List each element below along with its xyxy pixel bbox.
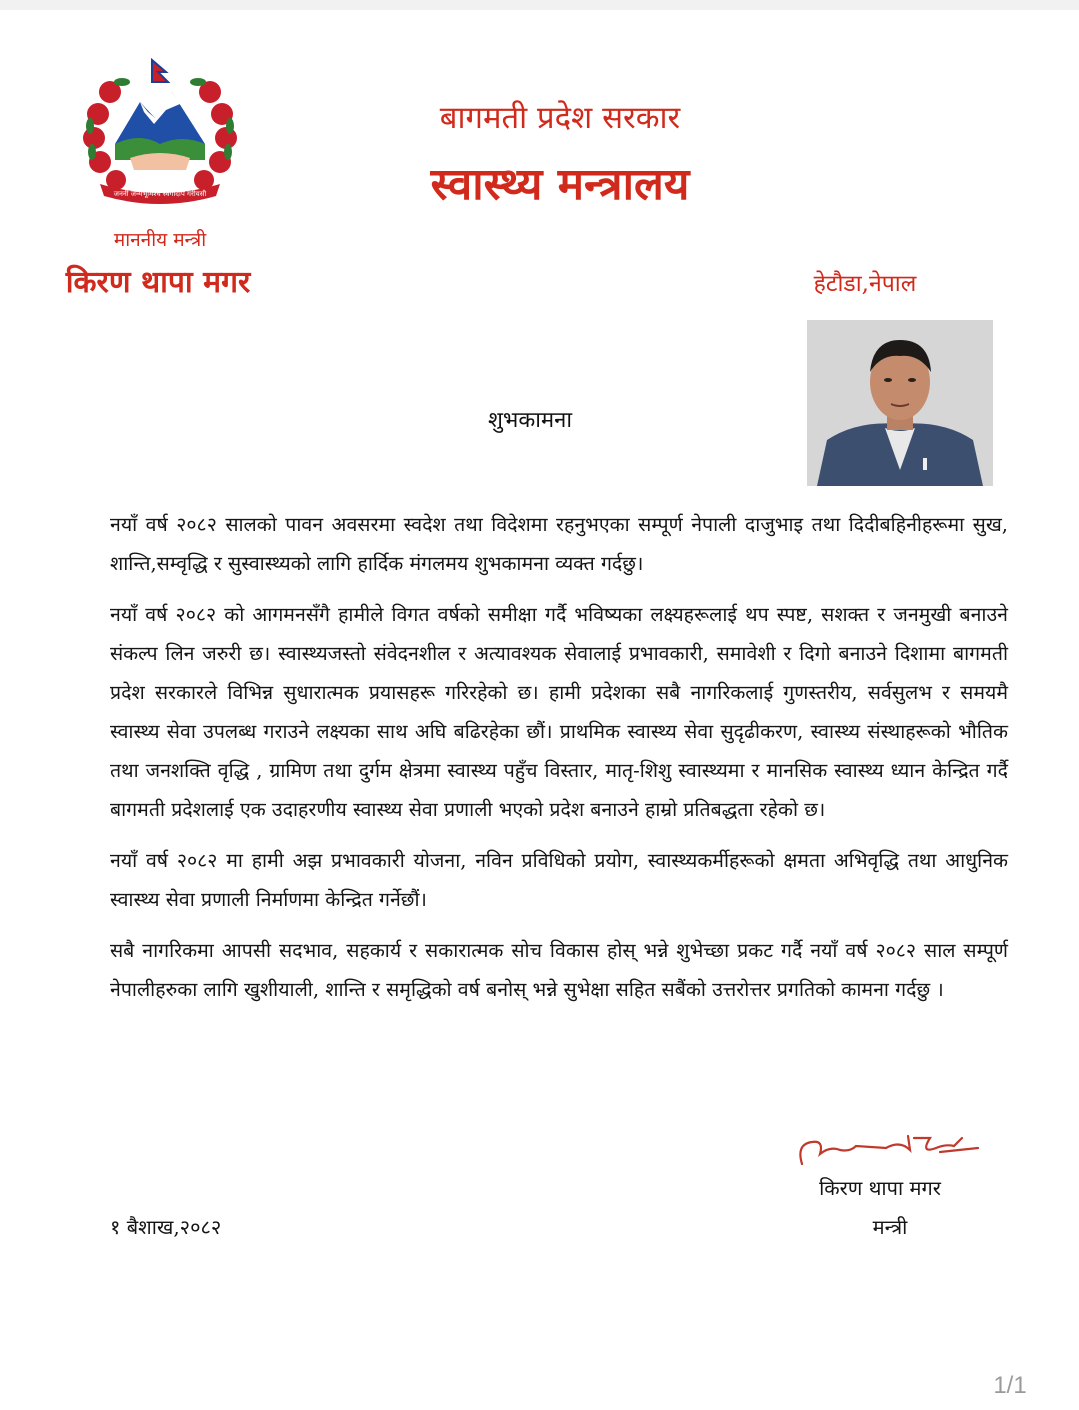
letter-body xyxy=(110,505,1008,1021)
nepal-emblem-icon xyxy=(70,52,250,212)
paragraph-4: सबै नागरिकमा आपसी सदभाव, सहकार्य र सकारात्मक सोच विकास होस् भन्ने शुभेच्छा प्रकट गर्दै नयाँ वर्ष २०८२ साल सम्पूर्ण नेपालीहरुका लागि खुशीयाली, शान्ति र समृद्धिको वर्ष बनोस् भन्ने सुभेक्षा सहित सबैंको उत्तरोत्तर प्रगतिको कामना गर्दछु । xyxy=(110,939,1008,1001)
signer-name: किरण थापा मगर xyxy=(819,1176,941,1200)
letter-title: शुभकामना xyxy=(487,408,573,433)
government-name: बागमती प्रदेश सरकार xyxy=(439,100,681,136)
paragraph-2: नयाँ वर्ष २०८२ को आगमनसँगै हामीले विगत वर्षको समीक्षा गर्दै भविष्यका लक्ष्यहरूलाई थप स्पष्ट, सशक्त र जनमुखी बनाउने संकल्प लिन जरुरी छ। स्वास्थ्यजस्तो संवेदनशील र अत्यावश्यक सेवालाई प्रभावकारी, समावेशी र दिगो बनाउने दिशामा बागमती प्रदेश सरकारले विभिन्न सुधारात्मक प्रयासहरू गरिरहेको छ। हामी प्रदेशका सबै नागरिकलाई गुणस्तरीय, सर्वसुलभ र समयमै स्वास्थ्य सेवा उपलब्ध गराउने लक्ष्यका साथ अघि बढिरहेका छौं। प्राथमिक स्वास्थ्य सेवा सुदृढीकरण, स्वास्थ्य संस्थाहरूको भौतिक तथा जनशक्ति वृद्धि , ग्रामिण तथा दुर्गम क्षेत्रमा स्वास्थ्य पहुँच विस्तार, मातृ-शिशु स्वास्थ्यमा र मानसिक स्वास्थ्य ध्यान केन्द्रित गर्दै बागमती प्रदेशलाई एक उदाहरणीय स्वास्थ्य सेवा प्रणाली भएको प्रदेश बनाउने हाम्रो प्रतिबद्धता रहेको छ। xyxy=(110,603,1008,821)
minister-photo xyxy=(807,320,993,486)
paragraph-3: नयाँ वर्ष २०८२ मा हामी अझ प्रभावकारी योजना, नविन प्रविधिको प्रयोग, स्वास्थ्यकर्मीहरूको क्षमता अभिवृद्धि तथा आधुनिक स्वास्थ्य सेवा प्रणाली निर्माणमा केन्द्रित गर्नेछौं। xyxy=(110,849,1008,911)
letter-date: १ बैशाख,२०८२ xyxy=(110,1215,222,1239)
office-location: हेटौडा,नेपाल xyxy=(813,271,917,297)
minister-name: किरण थापा मगर xyxy=(65,265,251,300)
paragraph-1: नयाँ वर्ष २०८२ सालको पावन अवसरमा स्वदेश तथा विदेशमा रहनुभएका सम्पूर्ण नेपाली दाजुभाइ तथा दिदीबहिनीहरूमा सुख, शान्ति,सम्वृद्धि र सुस्वास्थ्यको लागि हार्दिक मंगलमय शुभकामना व्यक्त गर्दछु। xyxy=(110,513,1008,575)
emblem-motto: जननी जन्मभूमिश्च स्वर्गादपि गरीयसी xyxy=(113,190,207,198)
ministry-name: स्वास्थ्य मन्त्रालय xyxy=(430,159,690,210)
minister-honorific: माननीय मन्त्री xyxy=(113,229,207,251)
page-indicator: 1/1 xyxy=(993,1372,1027,1399)
viewer-top-bar xyxy=(0,0,1079,10)
handwritten-signature-icon xyxy=(790,1124,990,1180)
signer-title: मन्त्री xyxy=(872,1215,908,1239)
